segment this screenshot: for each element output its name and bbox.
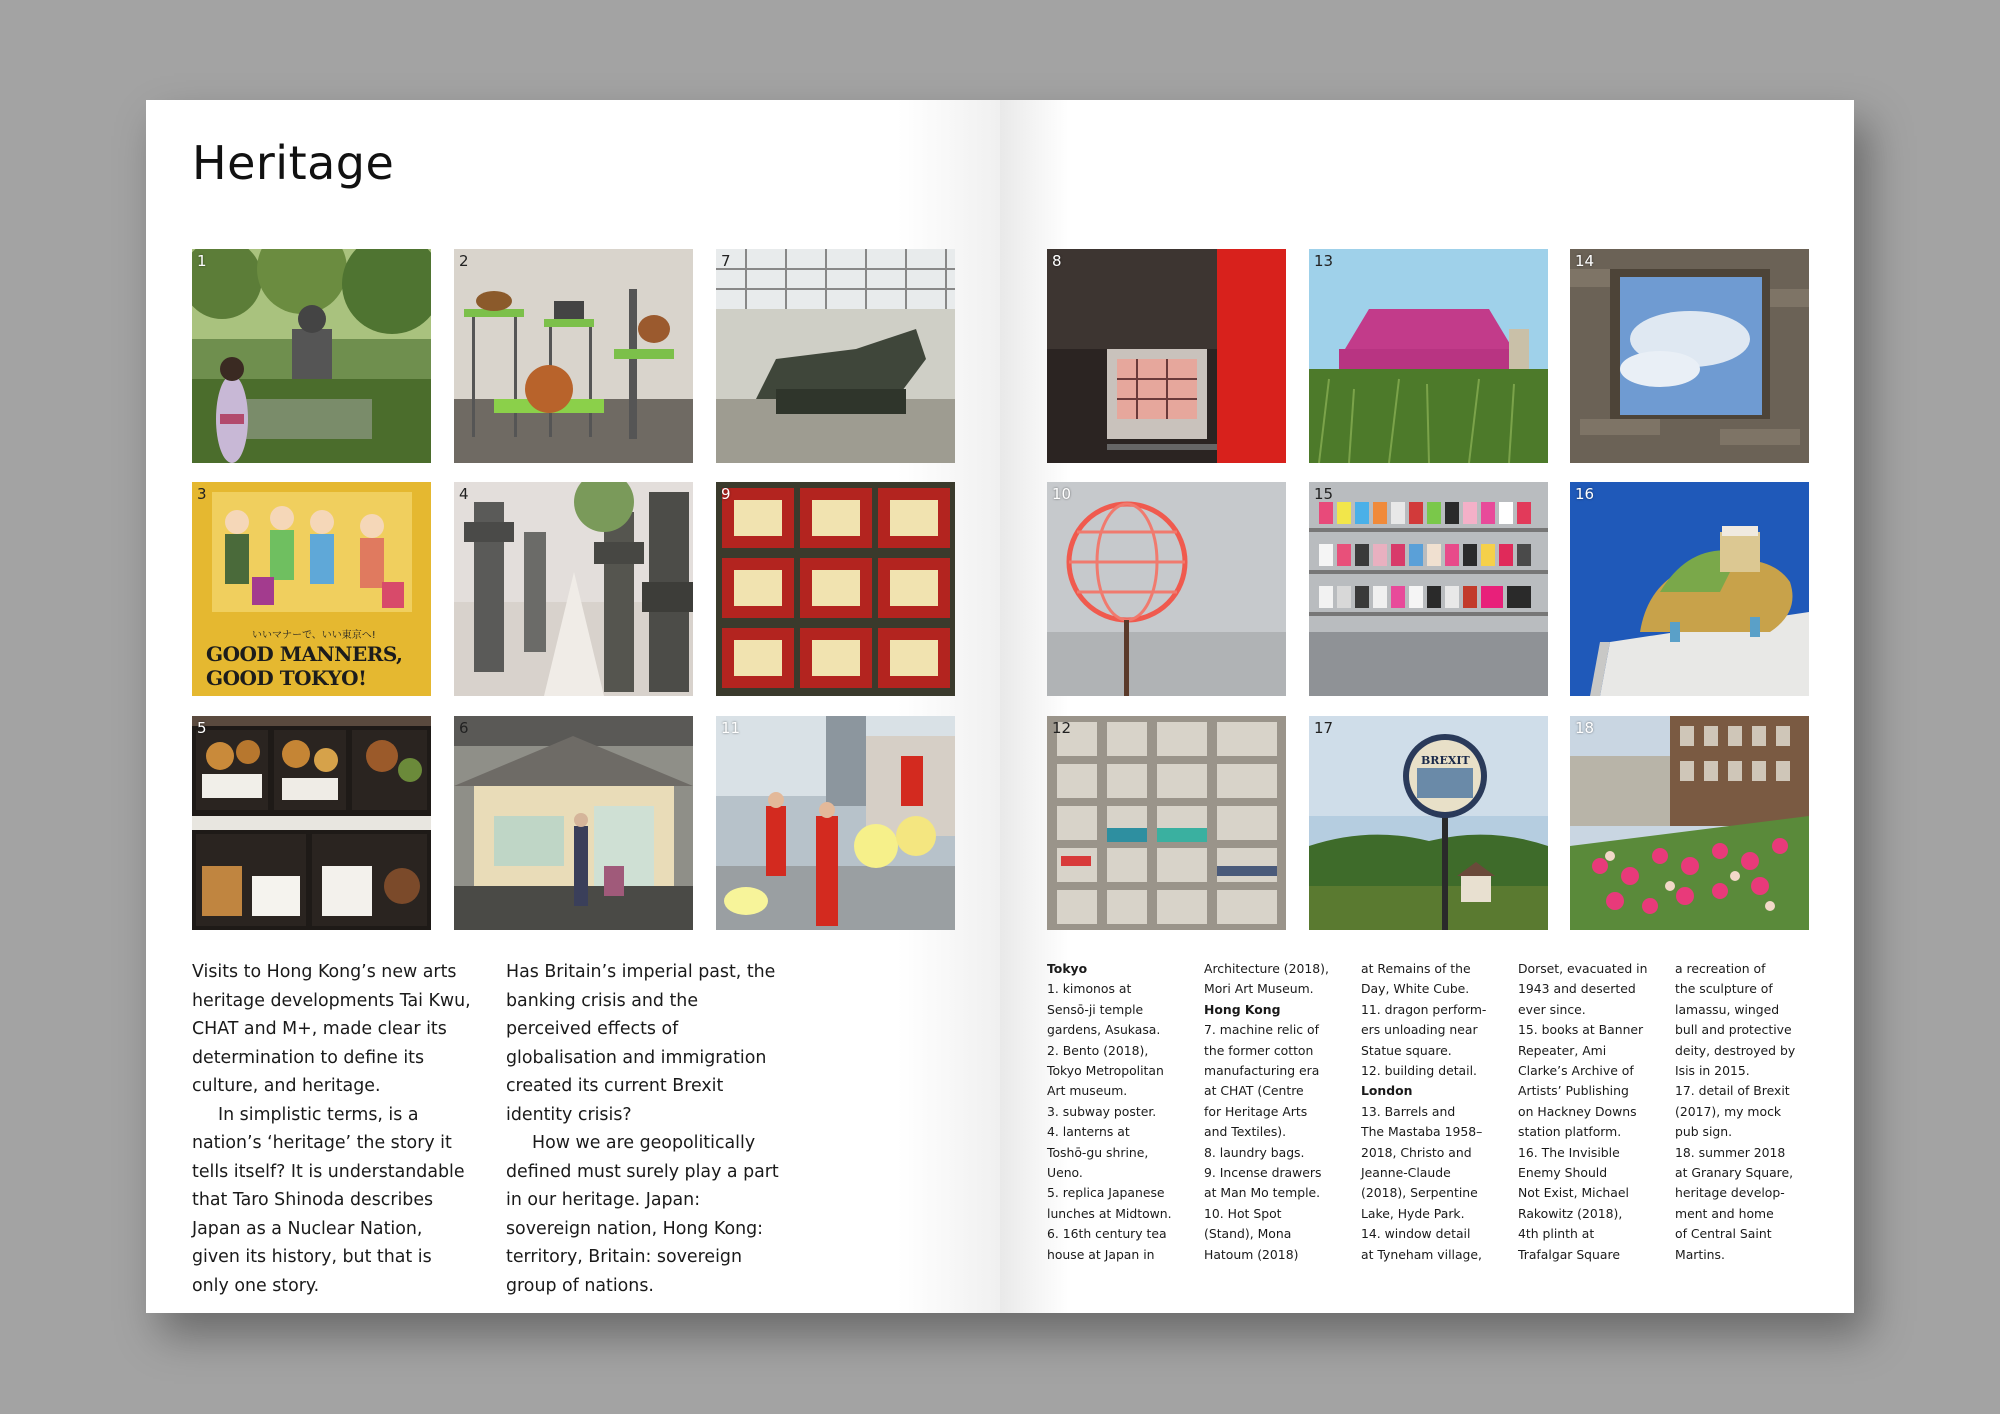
caption-line: the sculpture of <box>1675 981 1773 997</box>
caption-line: 16. The Invisible <box>1518 1144 1620 1160</box>
caption-line: 4. lanterns at <box>1047 1124 1130 1140</box>
dragon-performers-photo <box>716 716 955 930</box>
caption-line: gardens, Asukasa. <box>1047 1022 1161 1038</box>
photo-number: 6 <box>459 719 469 737</box>
caption-line: lunches at Midtown. <box>1047 1205 1172 1221</box>
caption-line: house at Japan in <box>1047 1246 1155 1262</box>
page-title: Heritage <box>192 136 395 190</box>
lunch-boxes-photo <box>192 716 431 930</box>
caption-line: 3. subway poster. <box>1047 1103 1157 1119</box>
granary-square-photo <box>1570 716 1809 930</box>
caption-line: Isis in 2015. <box>1675 1063 1750 1079</box>
caption-line: heritage develop- <box>1675 1185 1785 1201</box>
caption-line: Architecture (2018), <box>1204 961 1329 976</box>
caption-line: the former cotton <box>1204 1042 1314 1058</box>
caption-line: Sensō-ji temple <box>1047 1001 1144 1017</box>
caption-column-3 <box>1361 959 1513 1265</box>
caption-line: Hatoum (2018) <box>1204 1246 1299 1262</box>
caption-line: bull and protective <box>1675 1022 1792 1038</box>
machine-relic-photo <box>716 249 955 463</box>
window-detail-photo <box>1570 249 1809 463</box>
caption-line: 17. detail of Brexit <box>1675 1083 1790 1099</box>
caption-heading: London <box>1361 1083 1413 1099</box>
photo-number: 5 <box>197 719 207 737</box>
caption-line: manufacturing era <box>1204 1063 1320 1079</box>
caption-line: (2017), my mock <box>1675 1103 1782 1119</box>
subway-poster-photo <box>192 482 431 696</box>
caption-line: at Granary Square, <box>1675 1165 1794 1181</box>
photo-number: 8 <box>1052 252 1062 270</box>
tea-house-photo <box>454 716 693 930</box>
building-detail-photo <box>1047 716 1286 930</box>
caption-line: lamassu, winged <box>1675 1001 1780 1017</box>
photo-number: 1 <box>197 252 207 270</box>
body-column-2 <box>506 958 786 1300</box>
caption-line: at Tyneham village, <box>1361 1246 1482 1262</box>
photo-number: 16 <box>1575 485 1595 503</box>
caption-column-5 <box>1675 959 1827 1265</box>
caption-line: deity, destroyed by <box>1675 1042 1796 1058</box>
caption-line: 18. summer 2018 <box>1675 1144 1786 1160</box>
caption-line: Enemy Should <box>1518 1165 1608 1181</box>
caption-line: 15. books at Banner <box>1518 1022 1644 1038</box>
caption-line: Statue square. <box>1361 1042 1452 1058</box>
caption-column-1 <box>1047 959 1199 1265</box>
body-paragraph: Visits to Hong Kong’s new arts heritage developments Tai Kwu, CHAT and M+, made clear its determination to define its culture, and heritage. <box>192 962 471 1096</box>
caption-line: pub sign. <box>1675 1124 1733 1140</box>
caption-line: at CHAT (Centre <box>1204 1083 1304 1099</box>
photo-number: 9 <box>721 485 731 503</box>
poster-slogan-line2: GOOD TOKYO! <box>206 666 367 690</box>
left-page <box>146 100 1000 1313</box>
caption-line: ever since. <box>1518 1001 1586 1017</box>
caption-line: a recreation of <box>1675 961 1766 976</box>
caption-line: on Hackney Downs <box>1518 1103 1637 1119</box>
poster-slogan-line1: GOOD MANNERS, <box>206 642 403 666</box>
caption-line: at Man Mo temple. <box>1204 1185 1321 1201</box>
caption-line: Artists’ Publishing <box>1518 1083 1629 1099</box>
caption-column-2 <box>1204 959 1356 1265</box>
caption-line: for Heritage Arts <box>1204 1103 1308 1119</box>
photo-number: 18 <box>1575 719 1595 737</box>
brexit-sign-text: BREXIT <box>1421 754 1470 767</box>
kimono-garden-photo <box>192 249 431 463</box>
body-paragraph: Has Britain’s imperial past, the banking crisis and the perceived effects of globalisation and immigration created its current Brexit identity crisis? <box>506 962 776 1125</box>
caption-line: 1943 and deserted <box>1518 981 1636 997</box>
caption-line: Jeanne-Claude <box>1361 1165 1451 1181</box>
photo-number: 7 <box>721 252 731 270</box>
caption-line: Repeater, Ami <box>1518 1042 1607 1058</box>
caption-line: Dorset, evacuated in <box>1518 961 1648 976</box>
brexit-sign-photo <box>1309 716 1548 930</box>
caption-line: 10. Hot Spot <box>1204 1205 1282 1221</box>
caption-line: Clarke’s Archive of <box>1518 1063 1634 1079</box>
caption-line: ment and home <box>1675 1205 1774 1221</box>
caption-line: station platform. <box>1518 1124 1622 1140</box>
caption-line: 8. laundry bags. <box>1204 1144 1305 1160</box>
photo-number: 14 <box>1575 252 1595 270</box>
caption-line: Art museum. <box>1047 1083 1128 1099</box>
caption-line: Tokyo Metropolitan <box>1047 1063 1164 1079</box>
photo-number: 4 <box>459 485 469 503</box>
caption-line: Toshō-gu shrine, <box>1047 1144 1149 1160</box>
caption-line: 6. 16th century tea <box>1047 1226 1167 1242</box>
caption-line: 12. building detail. <box>1361 1063 1477 1079</box>
caption-line: (2018), Serpentine <box>1361 1185 1478 1201</box>
photo-number: 2 <box>459 252 469 270</box>
caption-line: Ueno. <box>1047 1165 1083 1181</box>
right-page <box>1000 100 1854 1313</box>
caption-line: The Mastaba 1958– <box>1361 1124 1483 1140</box>
caption-column-4 <box>1518 959 1670 1265</box>
caption-line: Rakowitz (2018), <box>1518 1205 1623 1221</box>
caption-line: 14. window detail <box>1361 1226 1471 1242</box>
caption-line: and Textiles). <box>1204 1124 1287 1140</box>
laundry-bags-photo <box>1047 249 1286 463</box>
photo-number: 15 <box>1314 485 1334 503</box>
lamassu-sculpture-photo <box>1570 482 1809 696</box>
lanterns-photo <box>454 482 693 696</box>
body-paragraph: In simplistic terms, is a nation’s ‘heritage’ the story it tells itself? It is understandable that Taro Shinoda describes Japan as a Nuclear Nation, given its history, but that is only one story. <box>192 1104 465 1296</box>
mastaba-photo <box>1309 249 1548 463</box>
caption-line: (Stand), Mona <box>1204 1226 1292 1242</box>
incense-drawers-photo <box>716 482 955 696</box>
caption-line: at Remains of the <box>1361 961 1471 976</box>
caption-line: 1. kimonos at <box>1047 981 1132 997</box>
neon-globe-photo <box>1047 482 1286 696</box>
photo-number: 17 <box>1314 719 1334 737</box>
caption-line: Mori Art Museum. <box>1204 981 1314 997</box>
caption-line: 7. machine relic of <box>1204 1022 1319 1038</box>
poster-small-text: いいマナーで、いい東京へ! <box>252 630 376 641</box>
caption-line: Trafalgar Square <box>1518 1246 1620 1262</box>
caption-heading: Tokyo <box>1047 961 1088 976</box>
caption-line: Martins. <box>1675 1246 1725 1262</box>
caption-heading: Hong Kong <box>1204 1001 1281 1017</box>
photo-number: 12 <box>1052 719 1072 737</box>
body-paragraph: How we are geopolitically defined must surely play a part in our heritage. Japan: sovereign nation, Hong Kong: territory, Britain: sovereign group of nations. <box>506 1133 779 1296</box>
caption-line: 4th plinth at <box>1518 1226 1595 1242</box>
caption-line: ers unloading near <box>1361 1022 1478 1038</box>
bento-exhibit-photo <box>454 249 693 463</box>
caption-line: 9. Incense drawers <box>1204 1165 1322 1181</box>
photo-number: 10 <box>1052 485 1072 503</box>
caption-line: Lake, Hyde Park. <box>1361 1205 1465 1221</box>
books-shelf-photo <box>1309 482 1548 696</box>
body-column-1 <box>192 958 472 1300</box>
caption-line: 5. replica Japanese <box>1047 1185 1165 1201</box>
caption-line: 11. dragon perform- <box>1361 1001 1487 1017</box>
photo-number: 3 <box>197 485 207 503</box>
caption-line: Not Exist, Michael <box>1518 1185 1629 1201</box>
caption-line: Day, White Cube. <box>1361 981 1470 997</box>
caption-line: of Central Saint <box>1675 1226 1772 1242</box>
magazine-spread <box>146 100 1854 1313</box>
photo-number: 11 <box>721 719 741 737</box>
caption-line: 2018, Christo and <box>1361 1144 1472 1160</box>
caption-line: 13. Barrels and <box>1361 1103 1456 1119</box>
caption-line: 2. Bento (2018), <box>1047 1042 1149 1058</box>
photo-number: 13 <box>1314 252 1334 270</box>
